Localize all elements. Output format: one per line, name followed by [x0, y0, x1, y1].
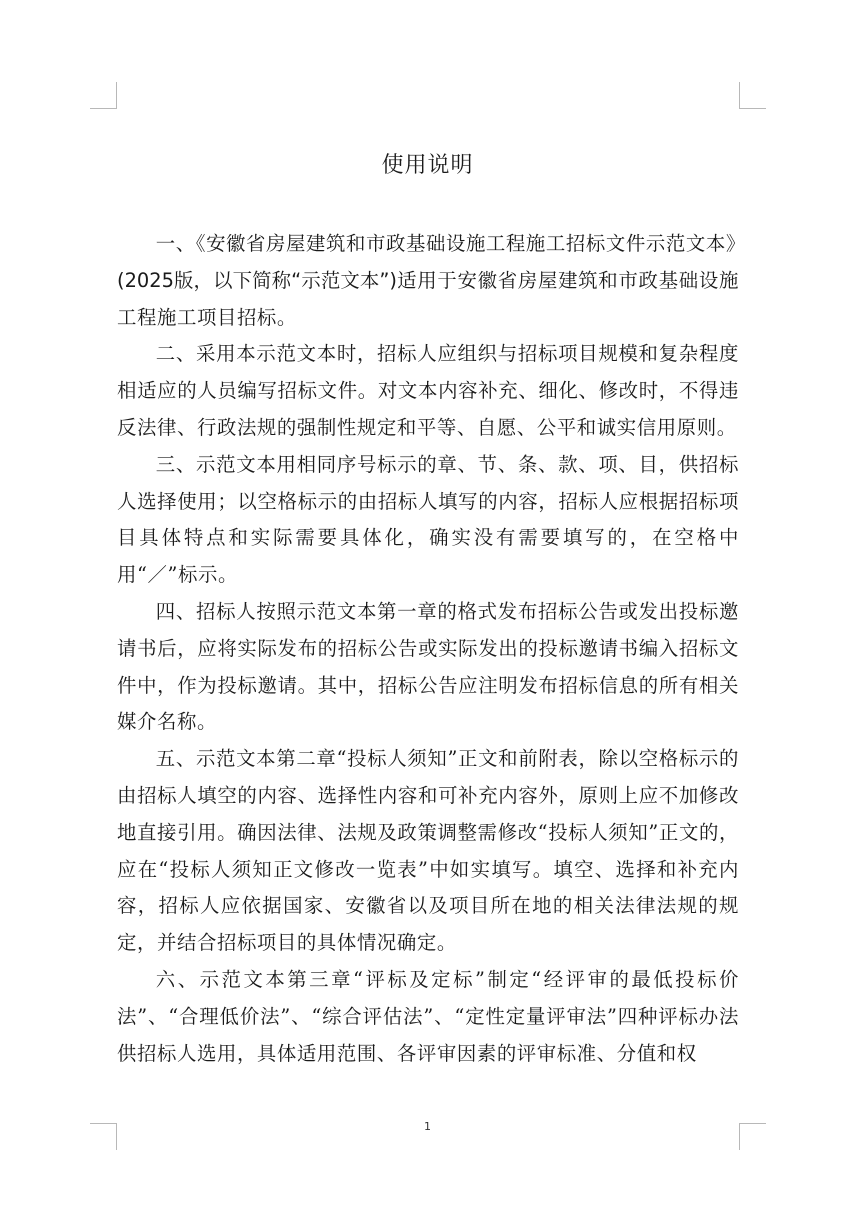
paragraph-1-part-3: 适用于安徽省房屋建筑和市政基础设施工程施工项目招标。: [117, 268, 739, 329]
paragraph-2: 二、采用本示范文本时，招标人应组织与招标项目规模和复杂程度相适应的人员编写招标文件。对文本内容补充、细化、修改时，不得违反法律、行政法规的强制性规定和平等、自愿、公平和诚实信用原则。: [117, 342, 739, 439]
crop-mark-top-left: [90, 82, 117, 109]
document-body: [117, 226, 746, 1072]
page-number: 1: [424, 1120, 431, 1133]
crop-mark-top-right: [739, 82, 766, 109]
paragraph-1-part-2: (2025版，以下简称“示范文本”): [117, 268, 397, 292]
paragraph-1-part-1: 一、《安徽省房屋建筑和市政基础设施工程施工招标文件示范文本》: [155, 232, 746, 255]
paragraph-1: [117, 226, 746, 336]
paragraph-3: 三、示范文本用相同序号标示的章、节、条、款、项、目，供招标人选择使用；以空格标示的由招标人填写的内容，招标人应根据招标项目具体特点和实际需要具体化，确实没有需要填写的，在空格中用“／”标示。: [117, 452, 739, 587]
paragraph-4: 四、招标人按照示范文本第一章的格式发布招标公告或发出投标邀请书后，应将实际发布的招标公告或实际发出的投标邀请书编入招标文件中，作为投标邀请。其中，招标公告应注明发布招标信息的所有相关媒介名称。: [117, 599, 739, 734]
page-title: 使用说明: [381, 153, 474, 178]
paragraph-6: 六、示范文本第三章“评标及定标”制定“经评审的最低投标价法”、“合理低价法”、“综合评估法”、“定性定量评审法”四种评标办法供招标人选用，具体适用范围、各评审因素的评审标准、分值和权: [117, 967, 739, 1065]
paragraph-5: 五、示范文本第二章“投标人须知”正文和前附表，除以空格标示的由招标人填空的内容、选择性内容和可补充内容外，原则上应不加修改地直接引用。确因法律、法规及政策调整需修改“投标人须知”正文的，应在“投标人须知正文修改一览表”中如实填写。填空、选择和补充内容，招标人应依据国家、安徽省以及项目所在地的相关法律法规的规定，并结合招标项目的具体情况确定。: [117, 747, 739, 955]
